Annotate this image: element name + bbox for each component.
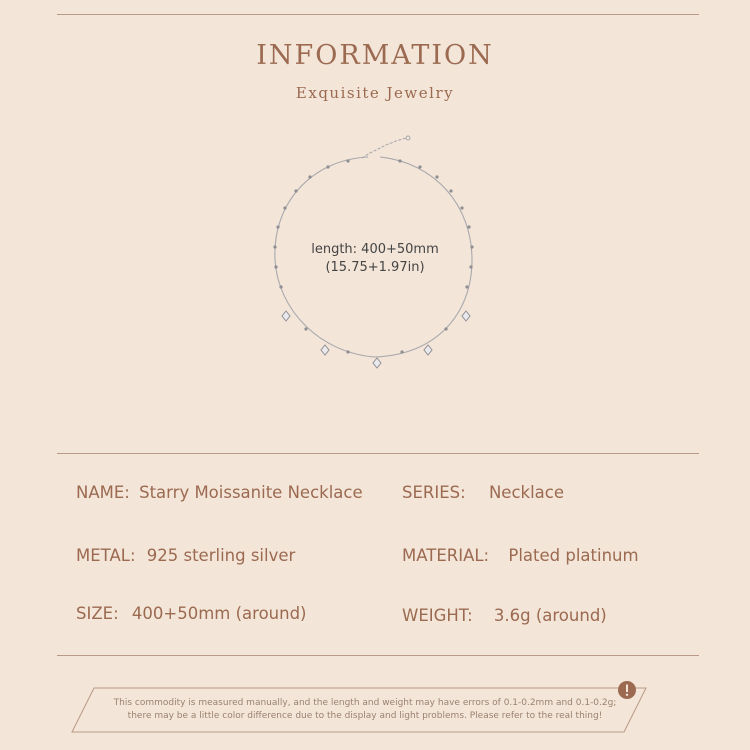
page-title: INFORMATION (256, 40, 494, 71)
spec-metal-value: 925 sterling silver (146, 546, 296, 565)
length-inches: (15.75+1.97in) (325, 260, 425, 275)
spec-size (76, 604, 307, 623)
spec-weight-label: WEIGHT: (402, 606, 473, 625)
specs-top-divider (57, 453, 699, 454)
spec-name-label: NAME: (76, 483, 130, 502)
spec-name (76, 483, 363, 502)
notice-line-1: This commodity is measured manually, and the length and weight may have errors of 0.1-0.2mm and 0.1-0.2g; (113, 698, 617, 708)
notice-line-2: there may be a little color difference due to the display and light problems. Please refer to the real thing! (127, 711, 603, 721)
top-divider (57, 14, 699, 15)
spec-metal-label: METAL: (76, 546, 136, 565)
length-label: length: 400+50mm (311, 242, 439, 257)
exclamation-icon (617, 680, 637, 700)
spec-size-label: SIZE: (76, 604, 119, 623)
spec-material (402, 546, 639, 565)
spec-weight-value: 3.6g (around) (493, 606, 607, 625)
spec-series (402, 483, 564, 502)
spec-material-value: Plated platinum (508, 546, 639, 565)
spec-metal (76, 546, 295, 565)
spec-material-label: MATERIAL: (402, 546, 490, 565)
page-subtitle: Exquisite Jewelry (295, 84, 455, 102)
spec-series-value: Necklace (488, 483, 564, 502)
spec-name-value: Starry Moissanite Necklace (139, 483, 363, 502)
specs-bottom-divider (57, 655, 699, 656)
spec-size-value: 400+50mm (around) (131, 604, 307, 623)
spec-weight (402, 606, 607, 625)
spec-series-label: SERIES: (402, 483, 466, 502)
